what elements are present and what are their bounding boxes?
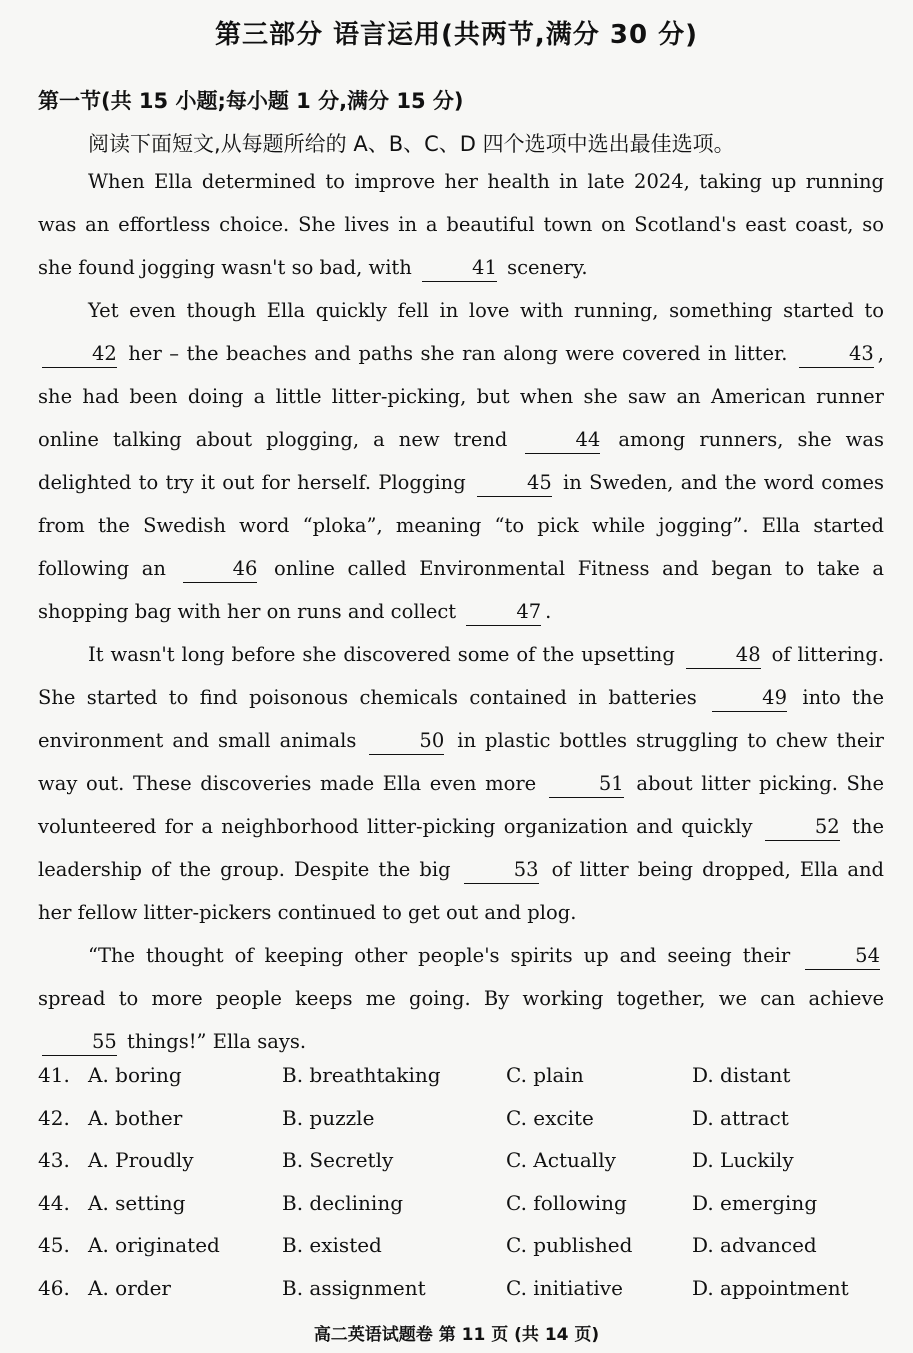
- passage-text: in plastic bottles struggling to chew their way out. These discoveries made Ella even more: [38, 729, 885, 795]
- blank-43: 43: [799, 341, 874, 368]
- passage-text: of littering. She started to find poisonous chemicals contained in batteries: [38, 643, 885, 709]
- passage-text: the leadership of the group. Despite the big: [38, 815, 884, 881]
- option-b: B. declining: [282, 1190, 404, 1215]
- blank-50: 50: [369, 728, 444, 755]
- paragraph-2: [38, 289, 884, 633]
- option-c: C. published: [506, 1233, 633, 1258]
- blank-44: 44: [525, 427, 600, 454]
- blank-55: 55: [42, 1029, 117, 1056]
- options-list: [38, 1057, 884, 1313]
- option-row-46: [38, 1270, 884, 1313]
- blank-48: 48: [686, 642, 761, 669]
- option-row-41: [38, 1057, 884, 1100]
- option-b: B. breathtaking: [282, 1063, 441, 1087]
- option-d: D. attract: [692, 1105, 789, 1130]
- option-b: B. assignment: [282, 1275, 426, 1300]
- option-c: C. initiative: [506, 1275, 623, 1300]
- paragraph-3: [38, 633, 884, 934]
- blank-51: 51: [549, 771, 624, 798]
- passage-text: her – the beaches and paths she ran along were covered in litter.: [128, 342, 788, 365]
- paragraph-1: [38, 160, 884, 289]
- option-a: A. boring: [88, 1063, 182, 1087]
- passage-text: among runners, she was delighted to try it out for herself. Plogging: [38, 428, 884, 494]
- passage-text: in Sweden, and the word comes from the Swedish word “ploka”, meaning “to pick while jogging”. Ella started following an: [38, 471, 884, 580]
- blank-41: 41: [422, 255, 497, 282]
- question-number: 44.: [38, 1190, 70, 1215]
- question-number: 41.: [38, 1063, 70, 1087]
- passage-text: things!” Ella says.: [127, 1030, 307, 1053]
- blank-42: 42: [42, 341, 117, 368]
- passage-text: about litter picking. She volunteered for a neighborhood litter-picking organization and quickly: [38, 772, 885, 838]
- option-b: B. existed: [282, 1233, 382, 1258]
- blank-49: 49: [712, 685, 787, 712]
- passage: [38, 160, 884, 1063]
- blank-53: 53: [464, 857, 539, 884]
- passage-text: “The thought of keeping other people's spirits up and seeing their: [88, 944, 791, 967]
- option-row-43: [38, 1142, 884, 1185]
- option-d: D. advanced: [692, 1233, 817, 1258]
- option-a: A. bother: [88, 1105, 183, 1130]
- option-d: D. emerging: [692, 1190, 818, 1215]
- paragraph-4: [38, 934, 884, 1063]
- option-c: C. excite: [506, 1105, 594, 1130]
- page-footer: 高二英语试题卷 第 11 页 (共 14 页): [313, 1325, 600, 1345]
- question-number: 46.: [38, 1275, 70, 1300]
- passage-text: into the environment and small animals: [38, 686, 884, 752]
- blank-47: 47: [466, 599, 541, 626]
- passage-text: When Ella determined to improve her health in late 2024, taking up running was an effortless choice. She lives in a beautiful town on Scotland's east coast, so she found jogging wasn't so bad, with: [38, 170, 884, 279]
- option-d: D. appointment: [692, 1275, 849, 1300]
- part-title: 第三部分 语言运用(共两节,满分 30 分): [215, 20, 698, 50]
- passage-text: online called Environmental Fitness and began to take a shopping bag with her on runs and collect: [38, 557, 884, 623]
- blank-45: 45: [477, 470, 552, 497]
- option-a: A. order: [88, 1275, 171, 1300]
- passage-text: scenery.: [507, 256, 588, 279]
- option-b: B. puzzle: [282, 1105, 375, 1130]
- passage-text: , she had been doing a little litter-picking, but when she saw an American runner online talking about plogging, a new trend: [38, 342, 884, 451]
- option-d: D. Luckily: [692, 1148, 794, 1173]
- option-row-42: [38, 1100, 884, 1143]
- option-row-44: [38, 1185, 884, 1228]
- option-c: C. following: [506, 1190, 627, 1215]
- question-number: 45.: [38, 1233, 70, 1258]
- question-number: 42.: [38, 1105, 70, 1130]
- blank-54: 54: [805, 943, 880, 970]
- option-a: A. Proudly: [88, 1148, 194, 1173]
- option-row-45: [38, 1227, 884, 1270]
- option-a: A. originated: [88, 1233, 220, 1258]
- passage-text: of litter being dropped, Ella and her fellow litter-pickers continued to get out and plog.: [38, 858, 884, 924]
- section-heading: 第一节(共 15 小题;每小题 1 分,满分 15 分): [38, 89, 464, 113]
- instructions: 阅读下面短文,从每题所给的 A、B、C、D 四个选项中选出最佳选项。: [88, 132, 735, 156]
- passage-text: .: [545, 600, 552, 623]
- option-a: A. setting: [88, 1190, 186, 1215]
- blank-46: 46: [183, 556, 258, 583]
- option-b: B. Secretly: [282, 1148, 394, 1173]
- question-number: 43.: [38, 1148, 70, 1173]
- option-d: D. distant: [692, 1063, 791, 1087]
- option-c: C. plain: [506, 1063, 584, 1087]
- passage-text: Yet even though Ella quickly fell in love with running, something started to: [88, 299, 884, 322]
- blank-52: 52: [765, 814, 840, 841]
- option-c: C. Actually: [506, 1148, 616, 1173]
- passage-text: It wasn't long before she discovered some of the upsetting: [88, 643, 675, 666]
- passage-text: spread to more people keeps me going. By working together, we can achieve: [38, 987, 884, 1010]
